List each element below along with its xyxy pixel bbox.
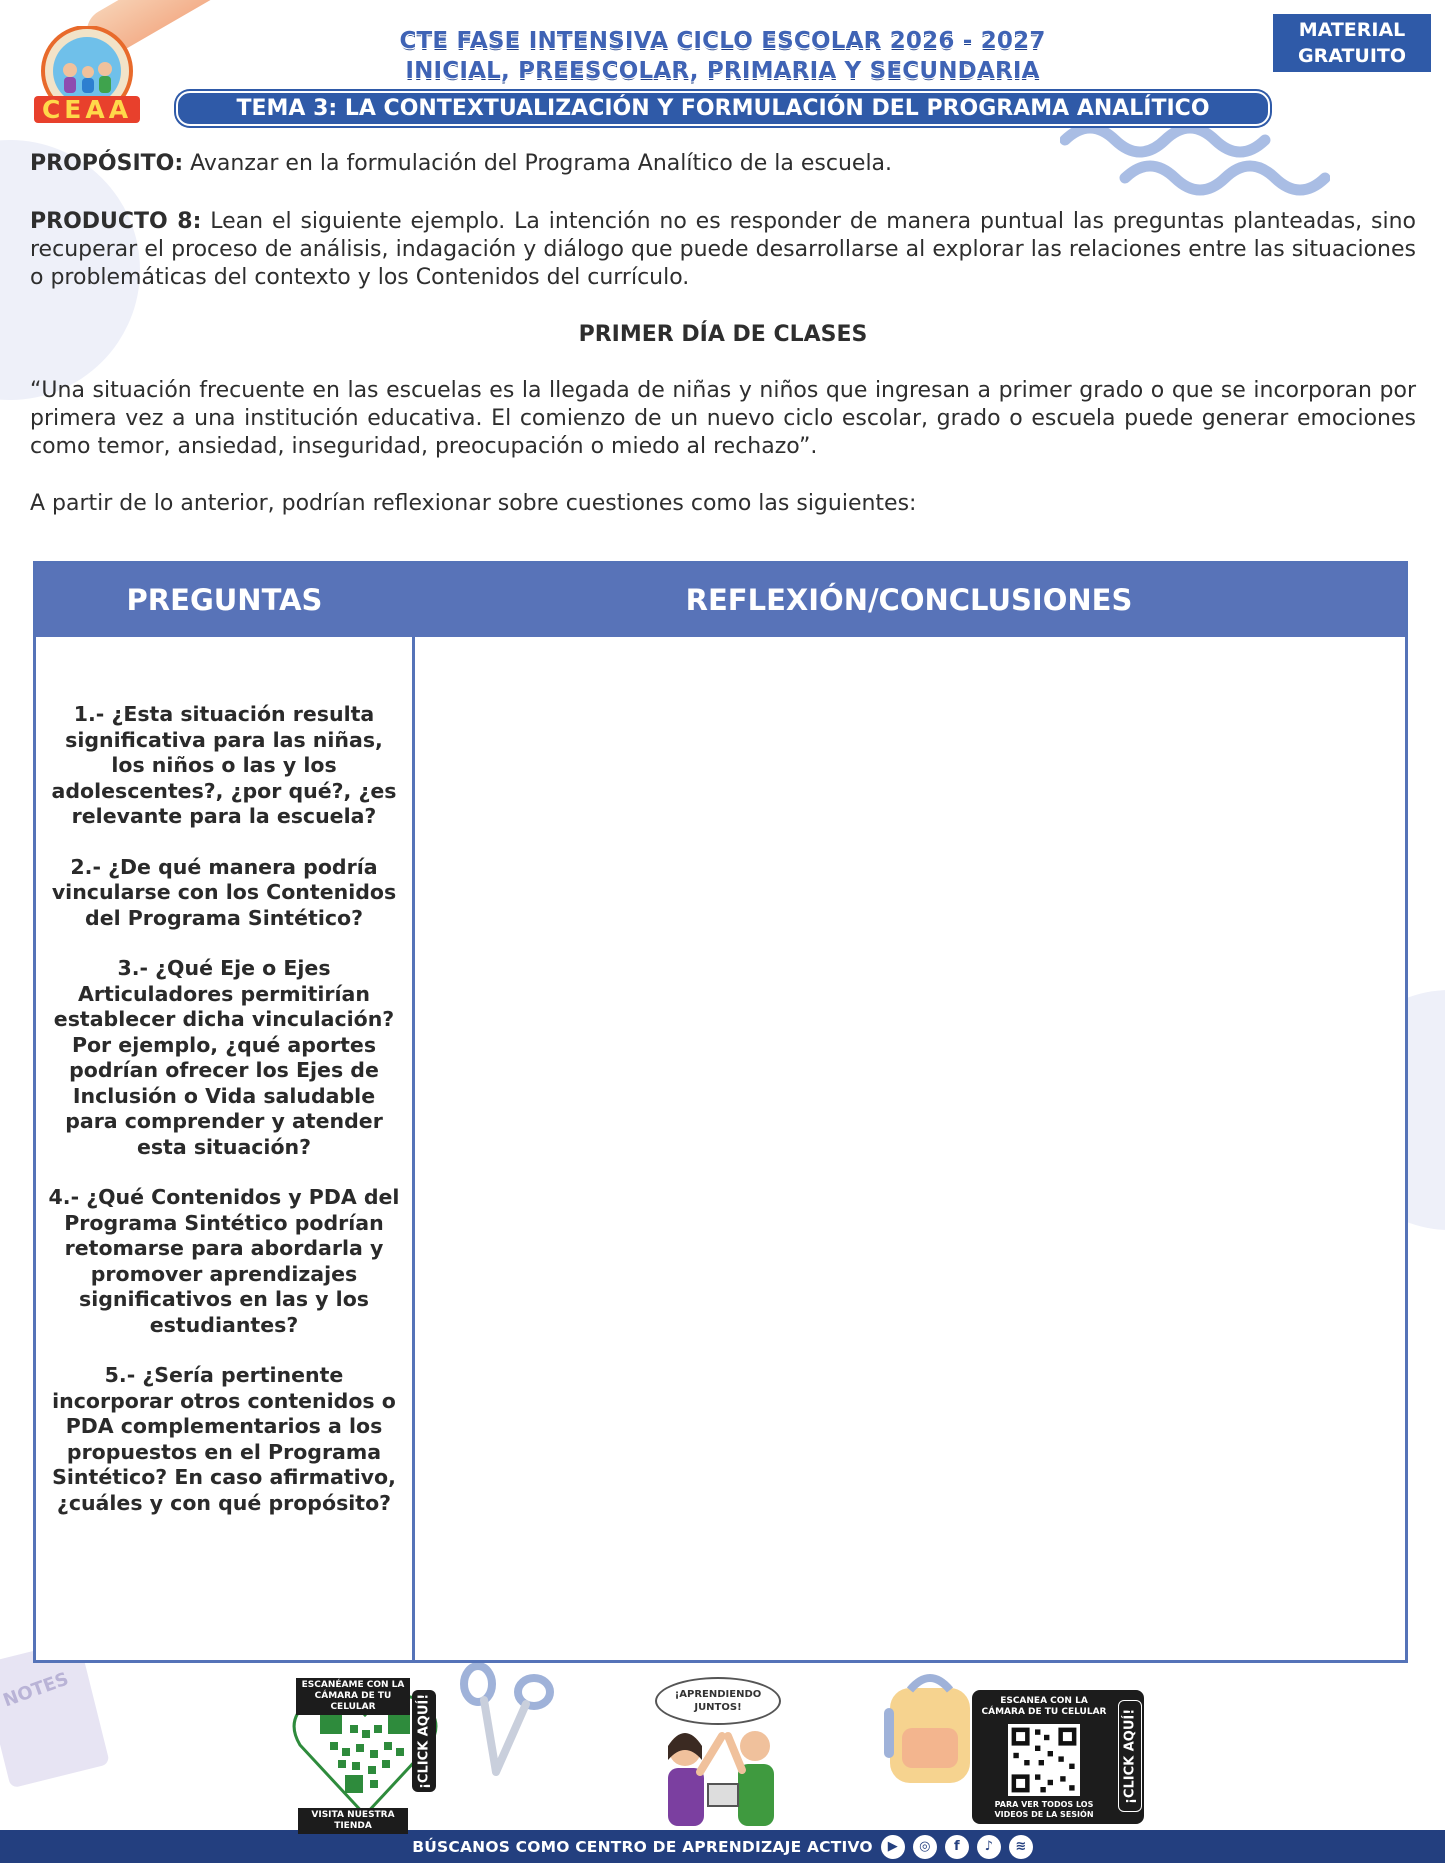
question-item: 1.- ¿Esta situación resulta significativa para las niñas, los niños o las y los adolescentes?, ¿por qué?, ¿es relevante para la escuela? bbox=[51, 702, 397, 828]
instagram-icon[interactable]: ◎ bbox=[913, 1835, 937, 1859]
questions-table bbox=[33, 561, 1408, 1663]
free-material-badge bbox=[1273, 14, 1431, 72]
product-paragraph bbox=[30, 208, 1416, 292]
scissors-decoration bbox=[450, 1662, 560, 1780]
store-click-button[interactable]: ¡CLICK AQUÍ! bbox=[412, 1690, 436, 1792]
topic-banner: TEMA 3: LA CONTEXTUALIZACIÓN Y FORMULACIÓN DEL PROGRAMA ANALÍTICO bbox=[176, 91, 1270, 126]
product-label: PRODUCTO 8: bbox=[30, 209, 202, 234]
question-item: 4.- ¿Qué Contenidos y PDA del Programa Sintético podrían retomarse para abordarla y promover aprendizajes significativos en las y los estudiantes? bbox=[48, 1185, 400, 1337]
backpack-decoration bbox=[880, 1668, 980, 1788]
table-header bbox=[36, 564, 1405, 637]
spotify-icon[interactable]: ≋ bbox=[1009, 1835, 1033, 1859]
videos-qr-code[interactable] bbox=[1008, 1724, 1080, 1796]
speech-bubble: ¡APRENDIENDO JUNTOS! bbox=[655, 1677, 781, 1725]
questions-column-header: PREGUNTAS bbox=[126, 583, 323, 617]
footer-bar bbox=[0, 1830, 1445, 1863]
purpose-paragraph bbox=[30, 150, 1416, 178]
product-text: Lean el siguiente ejemplo. La intención no es responder de manera puntual las preguntas planteadas, sino recuperar el proceso de análisis, indagación y diálogo que puede desarrollarse al explorar las relaciones entre las situaciones o problemáticas del contexto y los Contenidos del currículo. bbox=[30, 209, 1417, 290]
intro-text: A partir de lo anterior, podrían reflexionar sobre cuestiones como las siguientes: bbox=[30, 491, 917, 516]
facebook-icon[interactable]: f bbox=[945, 1835, 969, 1859]
youtube-icon[interactable]: ▶ bbox=[881, 1835, 905, 1859]
logo-wordmark: CEAA bbox=[41, 95, 133, 124]
purpose-text: Avanzar en la formulación del Programa Analítico de la escuela. bbox=[183, 151, 893, 176]
purpose-label: PROPÓSITO: bbox=[30, 151, 184, 176]
notes-label: NOTES bbox=[0, 1668, 72, 1712]
header-title-line1: CTE FASE INTENSIVA CICLO ESCOLAR 2026 - 2027 bbox=[399, 28, 1046, 54]
videos-qr-top-label: ESCANEA CON LA CÁMARA DE TU CELULAR bbox=[981, 1696, 1107, 1717]
videos-click-button[interactable]: ¡CLICK AQUÍ! bbox=[1118, 1700, 1142, 1812]
tiktok-icon[interactable]: ♪ bbox=[977, 1835, 1001, 1859]
footer-text: BÚSCANOS COMO CENTRO DE APRENDIZAJE ACTIVO bbox=[412, 1837, 873, 1856]
reflection-answer-area[interactable] bbox=[415, 637, 1405, 1660]
badge-line1: MATERIAL bbox=[1298, 19, 1406, 41]
store-qr-bottom-label: VISITA NUESTRA TIENDA bbox=[298, 1808, 408, 1834]
store-qr-top-label: ESCANÉAME CON LA CÁMARA DE TU CELULAR bbox=[296, 1678, 410, 1715]
questions-list bbox=[46, 702, 402, 1541]
situation-quote: “Una situación frecuente en las escuelas es la llegada de niñas y niños que ingresan a primer grado o que se incorporan por primera vez a una institución educativa. El comienzo de un nuevo ciclo escolar, grado o escuela puede generar emociones como temor, ansiedad, inseguridad, preocupación o miedo al rechazo”. bbox=[30, 378, 1416, 459]
header-title-line2: INICIAL, PREESCOLAR, PRIMARIA Y SECUNDARIA bbox=[405, 58, 1040, 84]
videos-qr-card[interactable] bbox=[972, 1690, 1144, 1824]
question-item: 3.- ¿Qué Eje o Ejes Articuladores permitirían establecer dicha vinculación? Por ejemplo, ¿qué aportes podrían ofrecer los Ejes de Inclusión o Vida saludable para comprender y atender esta situación? bbox=[53, 956, 395, 1159]
question-item: 2.- ¿De qué manera podría vincularse con los Contenidos del Programa Sintético? bbox=[51, 854, 397, 930]
section-heading: PRIMER DÍA DE CLASES bbox=[578, 322, 868, 347]
videos-qr-bottom-label: PARA VER TODOS LOS VIDEOS DE LA SESIÓN bbox=[994, 1800, 1094, 1819]
badge-line2: GRATUITO bbox=[1297, 45, 1407, 67]
question-item: 5.- ¿Sería pertinente incorporar otros contenidos o PDA complementarios a los propuestos en el Programa Sintético? En caso afirmativo, ¿cuáles y con qué propósito? bbox=[52, 1363, 396, 1515]
reflection-column-header: REFLEXIÓN/CONCLUSIONES bbox=[685, 583, 1133, 617]
